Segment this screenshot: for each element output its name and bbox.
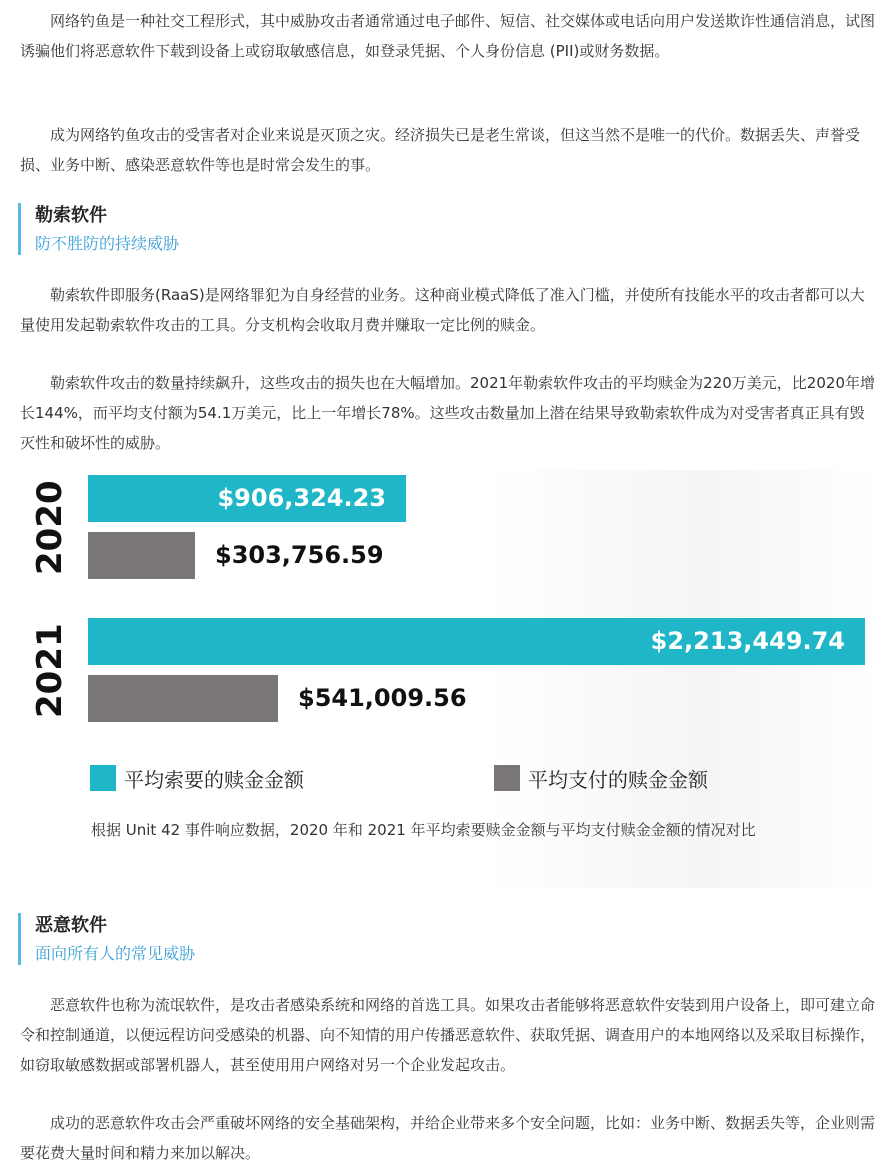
ransomware-paragraph-1: 勒索软件即服务(RaaS)是网络罪犯为自身经营的业务。这种商业模式降低了准入门槛，并使所有技能水平的攻击者都可以大量使用发起勒索软件攻击的工具。分支机构会收取月费并赚取一定比例的赎金。 [20, 286, 865, 334]
section-title: 勒索软件 [35, 205, 107, 226]
section-subtitle: 防不胜防的持续威胁 [35, 234, 180, 253]
year-label-2020: 2020 [30, 480, 70, 575]
data-label-asked-2020: $906,324.23 [217, 484, 386, 512]
bar-paid-2021 [88, 675, 278, 722]
data-label-paid-2021: $541,009.56 [298, 684, 467, 712]
section-heading-malware [18, 913, 195, 965]
malware-paragraph-2: 成功的恶意软件攻击会严重破坏网络的安全基础架构，并给企业带来多个安全问题，比如：业务中断、数据丢失等，企业则需要花费大量时间和精力来加以解决。 [20, 1114, 876, 1162]
intro-paragraph-2: 成为网络钓鱼攻击的受害者对企业来说是灭顶之灾。经济损失已是老生常谈，但这当然不是唯一的代价。数据丢失、声誉受损、业务中断、感染恶意软件等也是时常会发生的事。 [20, 126, 861, 174]
figure-caption: 根据 Unit 42 事件响应数据，2020 年和 2021 年平均索要赎金金额与平均支付赎金金额的情况对比 [91, 821, 756, 839]
ransomware-paragraph-2: 勒索软件攻击的数量持续飙升，这些攻击的损失也在大幅增加。2021年勒索软件攻击的平均赎金为220万美元，比2020年增长144%，而平均支付额为54.1万美元，比上一年增长78%。这些攻击数量加上潜在结果导致勒索软件成为对受害者真正具有毁灭性和破坏性的威胁。 [20, 374, 875, 452]
year-label-2021: 2021 [30, 623, 70, 718]
legend-swatch-asked [90, 765, 116, 791]
intro-paragraph-1: 网络钓鱼是一种社交工程形式，其中威胁攻击者通常通过电子邮件、短信、社交媒体或电话向用户发送欺诈性通信消息，试图诱骗他们将恶意软件下载到设备上或窃取敏感信息，如登录凭据、个人身份信息 (PII)或财务数据。 [20, 12, 876, 60]
legend-swatch-paid [494, 765, 520, 791]
malware-paragraph-1: 恶意软件也称为流氓软件，是攻击者感染系统和网络的首选工具。如果攻击者能够将恶意软件安装到用户设备上，即可建立命令和控制通道，以便远程访问受感染的机器、向不知情的用户传播恶意软件、获取凭据、调查用户的本地网络以及采取目标操作，如窃取敏感数据或部署机器人，甚至使用用户网络对另一个企业发起攻击。 [20, 996, 876, 1074]
ransom-chart-figure [18, 470, 876, 888]
legend-label-asked: 平均索要的赎金金额 [124, 768, 304, 792]
section-title: 恶意软件 [35, 915, 107, 936]
bar-paid-2020 [88, 532, 195, 579]
section-subtitle: 面向所有人的常见威胁 [35, 944, 196, 963]
data-label-asked-2021: $2,213,449.74 [650, 627, 845, 655]
data-label-paid-2020: $303,756.59 [215, 541, 384, 569]
section-heading-ransomware [18, 203, 179, 255]
legend-label-paid: 平均支付的赎金金额 [528, 768, 708, 792]
